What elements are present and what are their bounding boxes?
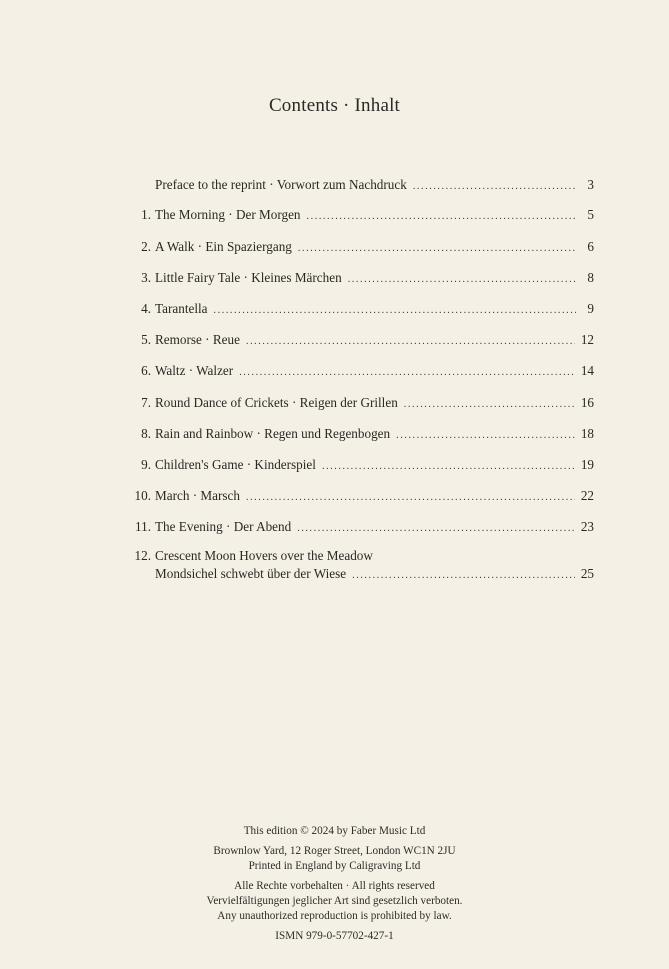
toc-title: March · Marsch <box>155 488 240 503</box>
dot-leader <box>307 207 576 227</box>
dot-leader <box>214 301 576 321</box>
toc-row <box>0 517 669 537</box>
toc-number: 3. <box>141 270 151 285</box>
toc-title: Children's Game · Kinderspiel <box>155 457 316 472</box>
toc-number: 2. <box>141 239 151 254</box>
reproduction-notice-en: Any unauthorized reproduction is prohibited by law. <box>217 910 452 922</box>
dot-leader <box>348 270 576 290</box>
toc-page-number: 8 <box>587 270 594 285</box>
dot-leader <box>413 177 576 197</box>
toc-row <box>0 424 669 444</box>
toc-page-number: 18 <box>580 426 594 441</box>
toc-number: 10. <box>134 488 151 503</box>
toc-number: 12. <box>134 548 151 563</box>
reproduction-notice-de: Vervielfältigungen jeglicher Art sind gesetzlich verboten. <box>206 895 463 907</box>
toc-row <box>0 455 669 475</box>
toc-row <box>0 299 669 319</box>
toc-title: A Walk · Ein Spaziergang <box>155 239 292 254</box>
toc-row <box>0 205 669 225</box>
toc-row-continuation <box>0 564 669 584</box>
toc-row <box>0 237 669 257</box>
toc-number: 7. <box>141 395 151 410</box>
toc-number: 1. <box>141 207 151 222</box>
toc-number: 4. <box>141 301 151 316</box>
toc-title: Preface to the reprint · Vorwort zum Nachdruck <box>155 177 407 192</box>
toc-page-number: 9 <box>587 301 594 316</box>
copyright-line: This edition © 2024 by Faber Music Ltd <box>243 825 426 837</box>
toc-row <box>0 330 669 350</box>
toc-page-number: 5 <box>587 207 594 222</box>
ismn-line: ISMN 979-0-57702-427-1 <box>275 930 394 942</box>
imprint-block <box>0 824 669 944</box>
toc-row <box>0 393 669 413</box>
toc-page-number: 19 <box>580 457 594 472</box>
toc-title: Rain and Rainbow · Regen und Regenbogen <box>155 426 391 441</box>
toc-page-number: 3 <box>587 177 594 192</box>
toc-title: Waltz · Walzer <box>155 363 234 378</box>
toc-title: The Morning · Der Morgen <box>155 207 301 222</box>
toc-title: Little Fairy Tale · Kleines Märchen <box>155 270 342 285</box>
printer-line: Printed in England by Caligraving Ltd <box>248 860 421 872</box>
dot-leader <box>322 457 575 477</box>
dot-leader <box>396 426 575 446</box>
toc-number: 9. <box>141 457 151 472</box>
dot-leader <box>352 566 575 586</box>
toc-number: 8. <box>141 426 151 441</box>
dot-leader <box>298 239 576 259</box>
toc-row <box>0 361 669 381</box>
toc-row-preface <box>0 175 669 195</box>
dot-leader <box>239 363 575 383</box>
toc-title-first-line: Crescent Moon Hovers over the Meadow <box>155 548 373 563</box>
toc-title: Mondsichel schwebt über der Wiese <box>155 566 347 581</box>
toc-page-number: 12 <box>580 332 594 347</box>
toc-page-number: 23 <box>580 519 594 534</box>
toc-page-number: 25 <box>580 566 594 581</box>
toc-title: The Evening · Der Abend <box>155 519 292 534</box>
dot-leader <box>246 488 575 508</box>
toc-row <box>0 486 669 506</box>
toc-page-number: 22 <box>580 488 594 503</box>
toc-row <box>0 268 669 288</box>
toc-page-number: 6 <box>587 239 594 254</box>
toc-title: Round Dance of Crickets · Reigen der Grillen <box>155 395 398 410</box>
toc-number: 5. <box>141 332 151 347</box>
toc-page-number: 14 <box>580 363 594 378</box>
page-title: Contents · Inhalt <box>268 95 401 116</box>
dot-leader <box>404 395 575 415</box>
rights-line: Alle Rechte vorbehalten · All rights reserved <box>234 880 435 892</box>
dot-leader <box>297 519 575 539</box>
toc-title: Tarantella <box>155 301 208 316</box>
toc-row <box>0 546 669 566</box>
toc-number: 6. <box>141 363 151 378</box>
toc-number: 11. <box>135 519 151 534</box>
toc-title: Remorse · Reue <box>155 332 240 347</box>
toc-page-number: 16 <box>580 395 594 410</box>
address-line: Brownlow Yard, 12 Roger Street, London WC1N 2JU <box>213 845 456 857</box>
dot-leader <box>246 332 575 352</box>
